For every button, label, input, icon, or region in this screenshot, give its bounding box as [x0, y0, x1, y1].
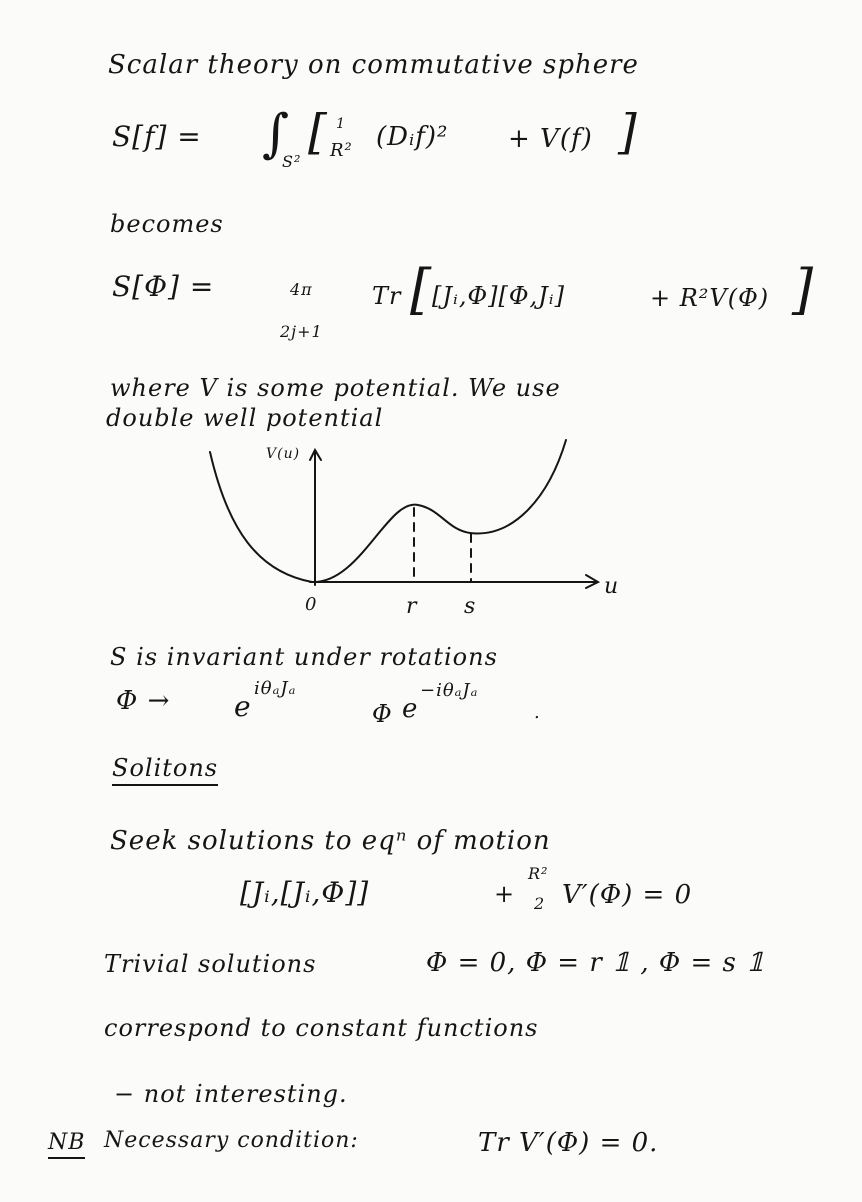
eq2-frac-num: 4π	[290, 280, 313, 299]
eq3-frac-num: R²	[528, 864, 549, 883]
not-interesting-text: − not interesting.	[114, 1080, 348, 1108]
eq1-lhs: S[f] =	[112, 120, 202, 153]
eq3-frac-den: 2	[534, 894, 546, 913]
eq3-rest: V′(Φ) = 0	[562, 880, 693, 910]
rotation-phi: Φ →	[116, 686, 171, 716]
eq2-bracket-open: [	[410, 258, 433, 321]
trivial-equations: Φ = 0, Φ = r 𝟙 , Φ = s 𝟙	[426, 948, 766, 978]
s-label: s	[464, 594, 477, 619]
where-line-1: where V is some potential. We use	[110, 374, 561, 402]
rotation-phi-2: Φ	[372, 700, 393, 728]
eq1-frac-num: 1	[336, 116, 346, 132]
invariant-text: S is invariant under rotations	[110, 643, 498, 671]
nb-text: Necessary condition:	[104, 1128, 359, 1153]
eq1-frac-den: R²	[330, 140, 353, 161]
eq1-subscript: S²	[282, 152, 302, 171]
heading: Scalar theory on commutative sphere	[108, 50, 639, 80]
eq2-commutators: [Jᵢ,Φ][Φ,Jᵢ]	[432, 282, 565, 310]
rotation-exp-base-1: e	[234, 690, 252, 723]
correspond-text: correspond to constant functions	[104, 1014, 539, 1042]
trivial-text: Trivial solutions	[104, 950, 317, 978]
eq2-trace: Tr	[372, 282, 402, 310]
rotation-exponent-1: iθₐJₐ	[254, 678, 297, 699]
rotation-dot: .	[534, 702, 541, 723]
eq1-integral: ∫	[262, 104, 291, 164]
x-axis-label: u	[604, 574, 620, 599]
nb-equation: Tr V′(Φ) = 0.	[478, 1128, 659, 1158]
eq2-lhs: S[Φ] =	[112, 270, 215, 303]
becomes-text: becomes	[110, 210, 224, 238]
seek-text: Seek solutions to eqⁿ of motion	[110, 826, 551, 856]
section-title-solitons: Solitons	[112, 754, 218, 786]
eq1-bracket-open: [	[308, 104, 328, 160]
eq2-frac-den: 2j+1	[280, 322, 323, 341]
eq3-commutator: [Jᵢ,[Jᵢ,Φ]]	[240, 876, 370, 909]
eq1-potential: + V(f)	[508, 124, 593, 154]
eq3-plus: +	[494, 880, 516, 908]
rotation-exp-base-2: e	[402, 694, 419, 724]
nb-label: NB	[48, 1130, 85, 1159]
r-label: r	[406, 594, 418, 619]
y-axis-label: V(u)	[266, 446, 301, 462]
eq2-bracket-close: ]	[792, 258, 815, 321]
where-line-2: double well potential	[106, 404, 384, 432]
origin-label: 0	[305, 594, 318, 615]
rotation-exponent-2: −iθₐJₐ	[420, 680, 479, 701]
eq2-potential: + R²V(Φ)	[650, 284, 770, 312]
potential-curve	[210, 440, 566, 582]
eq1-bracket-close: ]	[618, 104, 638, 160]
eq1-derivative: (Dᵢf)²	[376, 122, 449, 152]
